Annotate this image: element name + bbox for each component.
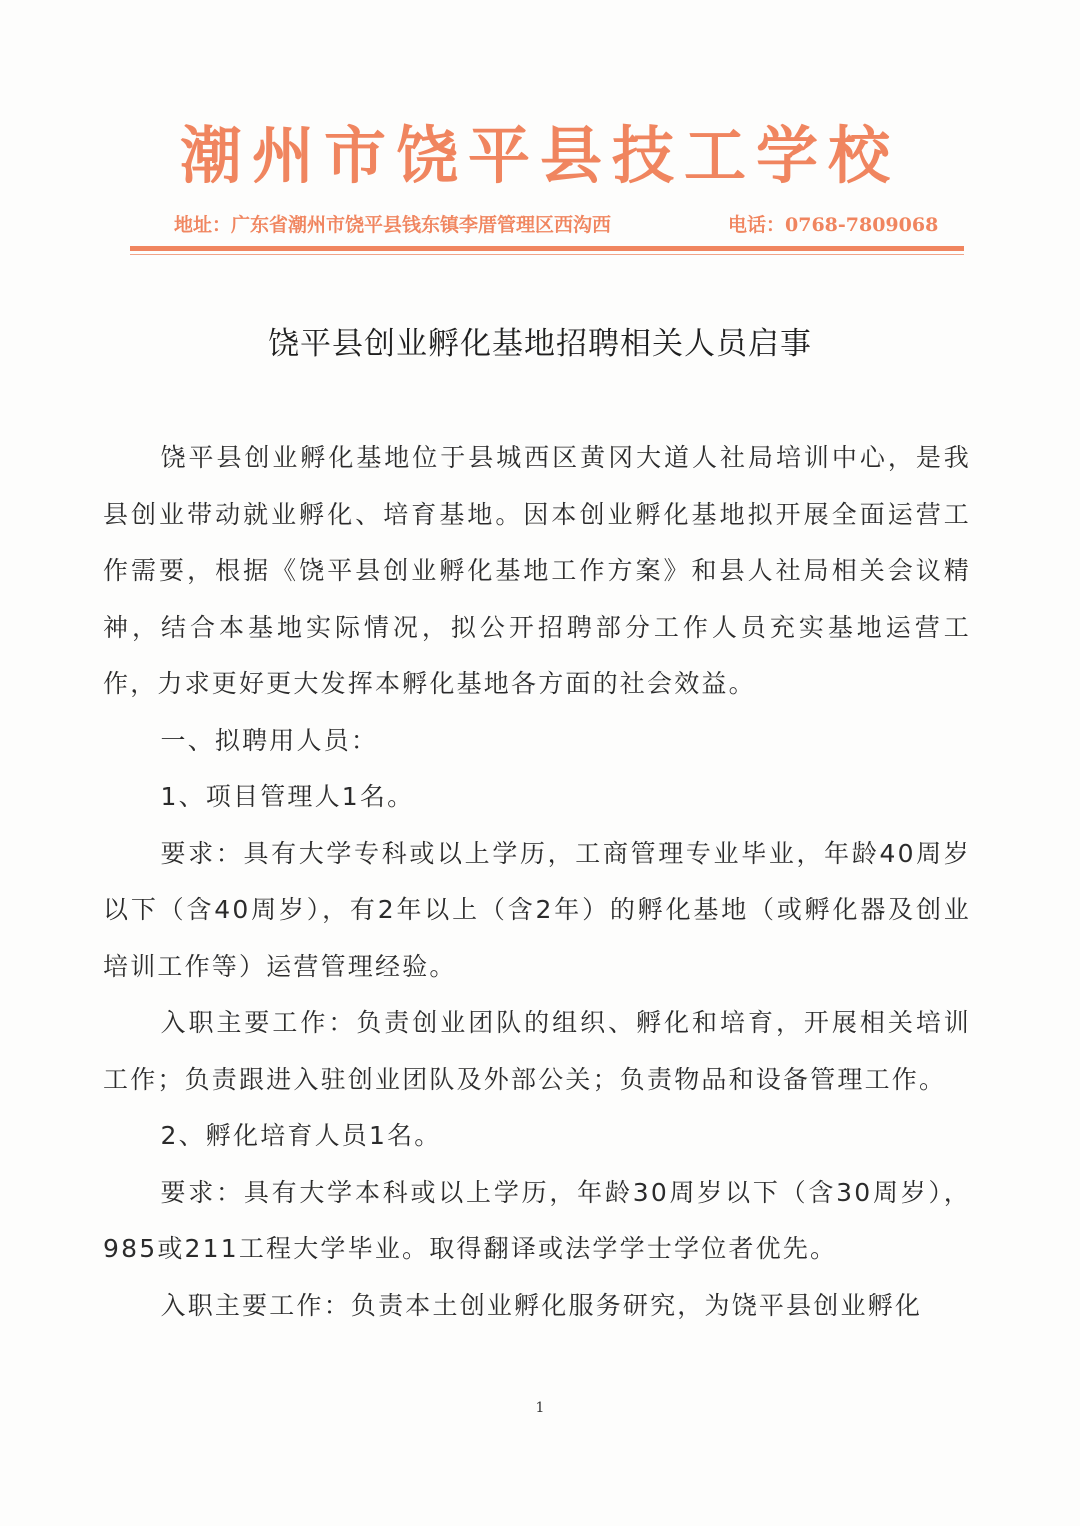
letterhead-rule-thin: [130, 254, 964, 255]
letterhead-rule-thick: [130, 246, 964, 251]
position-1-duties: 入职主要工作：负责创业团队的组织、孵化和培育，开展相关培训工作；负责跟进入驻创业团队及外部公关；负责物品和设备管理工作。: [103, 1008, 971, 1094]
position-2-requirements: 要求：具有大学本科或以上学历，年龄30周岁以下（含30周岁），985或211工程大学毕业。取得翻译或法学学士学位者优先。: [103, 1177, 971, 1263]
position-1-requirements: 要求：具有大学专科或以上学历，工商管理专业毕业，年龄40周岁以下（含40周岁），有2年以上（含2年）的孵化基地（或孵化器及创业培训工作等）运营管理经验。: [103, 838, 971, 981]
document-title: 饶平县创业孵化基地招聘相关人员启事: [268, 326, 812, 362]
school-name: 潮州市饶平县技工学校: [179, 119, 900, 192]
section-heading: 一、拟聘用人员：: [160, 725, 379, 755]
page-number: 1: [535, 1400, 545, 1416]
position-2-duties: 入职主要工作：负责本土创业孵化服务研究，为饶平县创业孵化: [160, 1290, 923, 1320]
document-body: [103, 430, 971, 1334]
position-2-title: 2、孵化培育人员1名。: [160, 1121, 442, 1150]
position-1-title: 1、项目管理人1名。: [160, 782, 415, 811]
intro-paragraph: 饶平县创业孵化基地位于县城西区黄冈大道人社局培训中心，是我县创业带动就业孵化、培育基地。因本创业孵化基地拟开展全面运营工作需要，根据《饶平县创业孵化基地工作方案》和县人社局相关会议精神，结合本基地实际情况，拟公开招聘部分工作人员充实基地运营工作，力求更好更大发挥本孵化基地各方面的社会效益。: [103, 443, 971, 698]
school-phone: 电话：0768-7809068: [728, 214, 939, 236]
school-address: 地址：广东省潮州市饶平县钱东镇李厝管理区西沟西: [174, 214, 612, 236]
